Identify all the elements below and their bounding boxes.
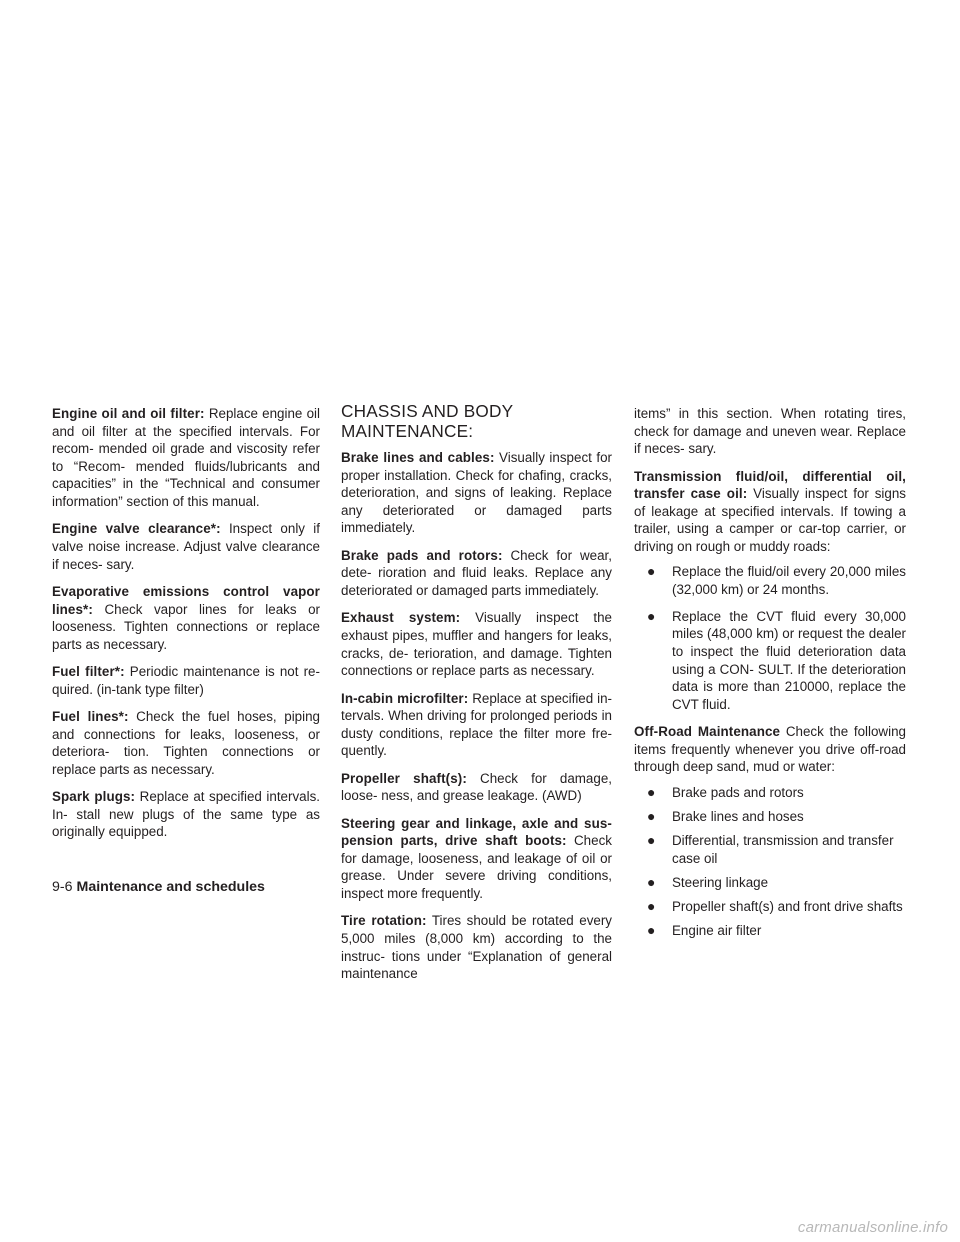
bullet-icon: ● [647, 873, 656, 890]
evap-emissions-paragraph: Evaporative emissions control vapor lines*: Check vapor lines for leaks or looseness. Tighten connections or replace parts as necessary. [52, 583, 320, 652]
steering-gear-paragraph: Steering gear and linkage, axle and sus- pension parts, drive shaft boots: Check for damage, looseness, and leakage of oil or grease. Under severe driving conditions, inspect more frequently. [341, 815, 612, 902]
list-item: ● Engine air filter [647, 922, 762, 939]
fuel-lines-paragraph: Fuel lines*: Check the fuel hoses, piping and connections for leaks, looseness, or deteriora- tion. Tighten connections or replace parts as necessary. [52, 709, 320, 777]
transmission-paragraph: Transmission fluid/oil, differential oil, transfer case oil: Visually inspect for signs of leakage at specified intervals. If towing a trailer, using a camper or car-top carrier, or driving on rough or muddy roads: [634, 468, 906, 554]
tire-rotation-paragraph: Tire rotation: Tires should be rotated every 5,000 miles (8,000 km) according to the instruc- tions under “Explanation of general maintenance [341, 913, 613, 982]
microfilter-paragraph: In-cabin microfilter: Replace at specified in- tervals. When driving for prolonged periods in dusty conditions, replace the filter more fre- quently. [341, 690, 612, 759]
valve-clearance-paragraph: Engine valve clearance*: Inspect only if valve noise increase. Adjust valve clearance if neces- sary. [52, 521, 321, 572]
offroad-paragraph: Off-Road Maintenance Check the following items frequently whenever you drive off-road through deep sand, mud or water: [634, 724, 906, 775]
bullet-icon: ● [647, 607, 656, 624]
column-left [52, 405, 320, 851]
spark-plugs-paragraph: Spark plugs: Replace at specified intervals. In- stall new plugs of the same type as originally equipped. [52, 789, 320, 840]
watermark: carmanualsonline.info [797, 1219, 948, 1236]
page-number: 9-6 [52, 879, 73, 895]
list-item: ● Brake lines and hoses [647, 807, 804, 824]
transmission-bullet-list [634, 563, 906, 713]
bullet-icon: ● [647, 807, 656, 824]
bullet-icon: ● [647, 898, 656, 914]
offroad-bullet-list [634, 784, 906, 940]
list-item: ● Replace the CVT fluid every 30,000 miles (48,000 km) or request the dealer to inspect the fluid deterioration data using a CON- SULT. If the deterioration data is more than 210000, replace the CVT fluid. [647, 607, 906, 712]
list-item: ● Steering linkage [647, 873, 769, 890]
column-middle [341, 401, 613, 993]
list-item: ● Brake pads and rotors [647, 783, 804, 800]
list-item: ● Differential, transmission and transfer case oil [647, 832, 894, 866]
engine-oil-paragraph: Engine oil and oil filter: Replace engine oil and oil filter at the specified intervals. For recom- mended oil grade and viscosity refer to “Recom- mended fluids/lubricants and capacities” in the “Technical and consumer information” section of this manual. [52, 406, 320, 509]
bullet-icon: ● [647, 563, 656, 580]
list-item: ● Propeller shaft(s) and front drive shafts [647, 898, 903, 914]
column-right [634, 405, 906, 950]
bullet-icon: ● [647, 922, 656, 939]
list-item: ● Replace the fluid/oil every 20,000 miles (32,000 km) or 24 months. [647, 563, 906, 597]
section-title: CHASSIS AND BODY MAINTENANCE: [341, 401, 513, 441]
bullet-icon: ● [647, 832, 656, 849]
propeller-shaft-paragraph: Propeller shaft(s): Check for damage, loose- ness, and grease leakage. (AWD) [341, 770, 612, 804]
brake-pads-paragraph: Brake pads and rotors: Check for wear, dete- rioration and fluid leaks. Replace any deteriorated or damaged parts immediately. [341, 547, 612, 598]
tire-rotation-continued: items” in this section. When rotating tires, check for damage and uneven wear. Replace if neces- sary. [634, 406, 906, 457]
brake-lines-paragraph: Brake lines and cables: Visually inspect for proper installation. Check for chafing, cracks, deterioration, and signs of leaking. Replace any deteriorated or damaged parts immediately. [341, 450, 612, 536]
page-footer [52, 878, 265, 896]
chapter-title: Maintenance and schedules [76, 879, 265, 895]
exhaust-paragraph: Exhaust system: Visually inspect the exhaust pipes, muffler and hangers for leaks, cracks, de- terioration, and damage. Tighten connections or replace parts as necessary. [341, 610, 612, 679]
fuel-filter-paragraph: Fuel filter*: Periodic maintenance is not re- quired. (in-tank type filter) [52, 664, 320, 697]
bullet-icon: ● [647, 783, 656, 800]
